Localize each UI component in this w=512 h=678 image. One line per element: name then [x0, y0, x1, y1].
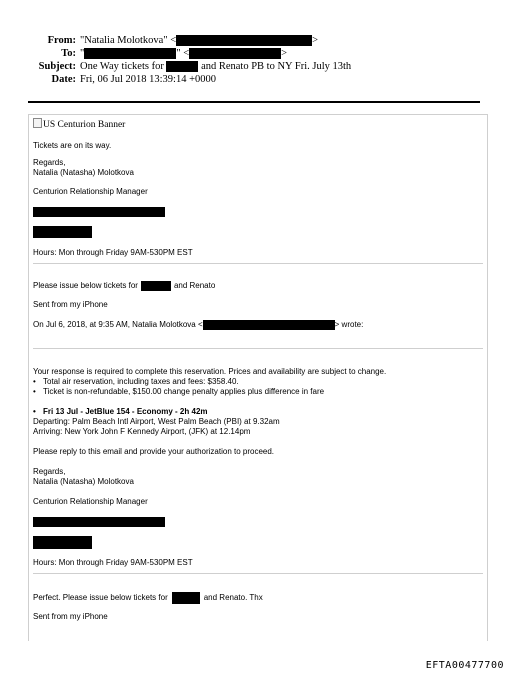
perfect-prefix: Perfect. Please issue below tickets for: [33, 593, 168, 603]
sent-from-iphone: Sent from my iPhone: [33, 612, 108, 621]
separator: [33, 348, 483, 349]
bullet-total: [33, 377, 239, 387]
bullet-ticket: [33, 387, 324, 397]
header-divider: [28, 101, 480, 103]
from-label: From:: [47, 35, 76, 46]
quote-intro: [33, 320, 363, 330]
departing: Departing: Palm Beach Intl Airport, West Palm Beach (PBI) at 9.32am: [33, 417, 280, 426]
redacted-name: [141, 281, 171, 291]
bullet: •: [33, 407, 36, 416]
redacted-email: [203, 320, 335, 330]
banner-alt-text: US Centurion Banner: [43, 120, 126, 130]
redacted-name: [166, 61, 198, 72]
from-value: [80, 35, 318, 47]
hours: Hours: Mon through Friday 9AM-530PM EST: [33, 558, 193, 567]
separator: [33, 573, 483, 574]
date-label: Date:: [51, 74, 76, 85]
sender-name: Natalia (Natasha) Molotkova: [33, 168, 134, 177]
redacted-name: [84, 48, 176, 59]
regards: Regards,: [33, 158, 66, 167]
redacted-block: [33, 226, 92, 238]
bullet-total-text: Total air reservation, including taxes and fees: $358.40.: [43, 377, 239, 386]
sender-name: Natalia (Natasha) Molotkova: [33, 477, 134, 486]
please-issue-suffix: and Renato: [173, 281, 216, 291]
flight-heading: [33, 407, 208, 417]
to-quote-mid: " <: [176, 48, 190, 59]
response-required: Your response is required to complete this reservation. Prices and availability are subject to change.: [33, 367, 387, 376]
redacted-block: [33, 207, 165, 217]
subject-value: [80, 61, 351, 73]
banner-image: [33, 118, 125, 130]
to-quote-open: ": [80, 48, 85, 59]
redacted-name: [172, 592, 200, 604]
redacted-block: [33, 536, 92, 549]
perfect-issue: [33, 592, 263, 604]
from-end: >: [312, 35, 319, 46]
regards: Regards,: [33, 467, 66, 476]
redacted-block: [33, 517, 165, 527]
please-issue-prefix: Please issue below tickets for: [33, 281, 138, 291]
to-label: To:: [61, 48, 76, 59]
subject-prefix: One Way tickets for: [80, 61, 164, 72]
sender-title: Centurion Relationship Manager: [33, 497, 148, 506]
to-end: >: [281, 48, 288, 59]
arriving: Arriving: New York John F Kennedy Airport, (JFK) at 12.14pm: [33, 427, 251, 436]
sender-title: Centurion Relationship Manager: [33, 187, 148, 196]
document-id: EFTA00477700: [425, 660, 504, 671]
redacted-email: [189, 48, 281, 59]
bullet: •: [33, 377, 36, 386]
subject-suffix: and Renato PB to NY Fri. July 13th: [201, 61, 352, 72]
reply-request: Please reply to this email and provide your authorization to proceed.: [33, 447, 275, 456]
perfect-suffix: and Renato. Thx: [203, 593, 263, 603]
bullet-ticket-text: Ticket is non-refundable, $150.00 change penalty applies plus difference in fare: [43, 387, 325, 396]
bullet: •: [33, 387, 36, 396]
hours: Hours: Mon through Friday 9AM-530PM EST: [33, 248, 193, 257]
quote-suffix: > wrote:: [334, 320, 364, 330]
please-issue: [33, 281, 215, 291]
tickets-on-way: Tickets are on its way.: [33, 141, 112, 150]
separator: [33, 263, 483, 264]
sent-from-iphone: Sent from my iPhone: [33, 300, 108, 309]
to-value: [80, 48, 287, 60]
redacted-email: [176, 35, 312, 46]
broken-image-icon: [33, 118, 42, 128]
quote-prefix: On Jul 6, 2018, at 9:35 AM, Natalia Molotkova <: [33, 320, 203, 330]
from-name: "Natalia Molotkova" <: [80, 35, 177, 46]
subject-label: Subject:: [38, 61, 76, 72]
flight-heading-text: Fri 13 Jul - JetBlue 154 - Economy - 2h 42m: [43, 407, 208, 416]
date-value: Fri, 06 Jul 2018 13:39:14 +0000: [80, 74, 217, 85]
